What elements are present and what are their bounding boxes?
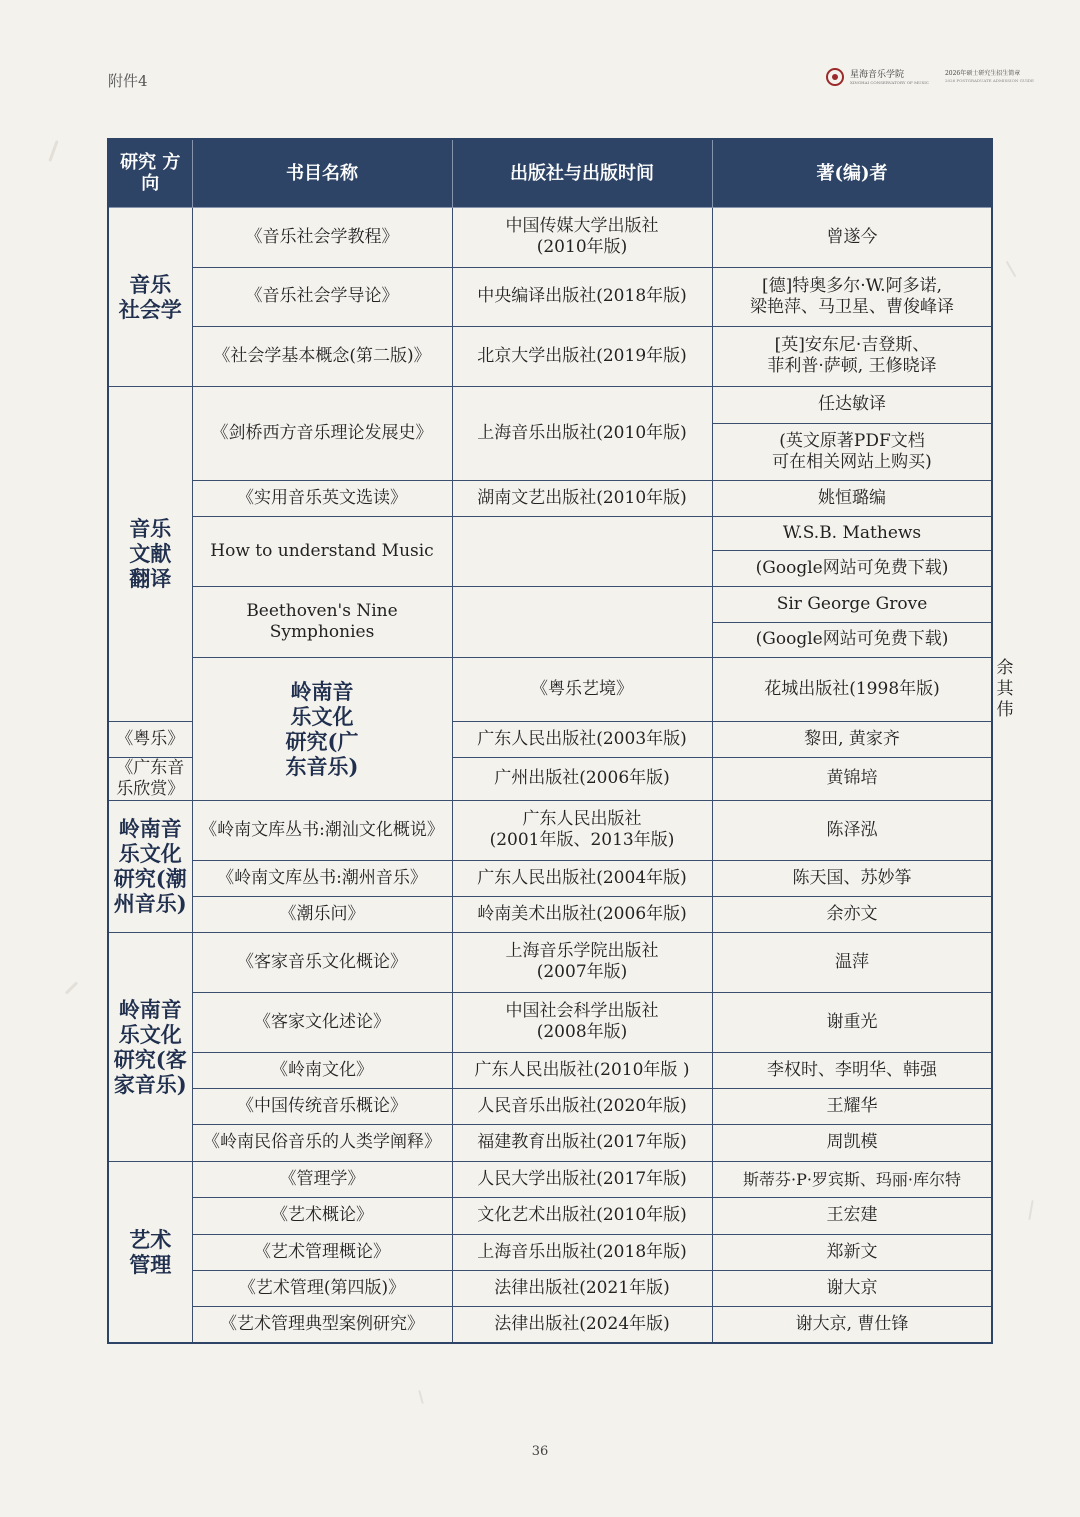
table-row bbox=[108, 1197, 992, 1234]
publisher-cell: 上海音乐学院出版社 (2007年版) bbox=[452, 932, 712, 992]
header-author: 著(编)者 bbox=[712, 139, 992, 207]
publisher-cell: 花城出版社(1998年版) bbox=[712, 657, 992, 721]
table-row bbox=[108, 267, 992, 326]
catalog-title-en: 2026 POSTGRADUATE ADMISSION GUIDE bbox=[944, 78, 1034, 83]
publisher-cell: 上海音乐出版社(2018年版) bbox=[452, 1234, 712, 1270]
book-title: 《管理学》 bbox=[192, 1161, 452, 1197]
author-cell: 郑新文 bbox=[712, 1234, 992, 1270]
category-cell: 岭南音 乐文化 研究(广 东音乐) bbox=[192, 657, 452, 800]
author-note-cell: (Google网站可免费下载) bbox=[712, 550, 992, 586]
book-title: 《音乐社会学导论》 bbox=[192, 267, 452, 326]
author-cell: 周凯模 bbox=[712, 1124, 992, 1161]
table-row bbox=[108, 480, 992, 516]
publisher-cell: 上海音乐出版社(2010年版) bbox=[452, 386, 712, 480]
publisher-cell: 广东人民出版社(2003年版) bbox=[452, 721, 712, 757]
catalog-title: 2026年硕士研究生招生简章 bbox=[944, 70, 1021, 77]
table-row bbox=[108, 1124, 992, 1161]
publisher-cell: 岭南美术出版社(2006年版) bbox=[452, 896, 712, 932]
book-title: 《剑桥西方音乐理论发展史》 bbox=[192, 386, 452, 480]
book-title: Beethoven's Nine Symphonies bbox=[192, 586, 452, 657]
book-title: 《岭南文化》 bbox=[192, 1052, 452, 1088]
author-cell: [英]安东尼·吉登斯、 菲利普·萨顿, 王修晓译 bbox=[712, 326, 992, 386]
publisher-cell: 法律出版社(2024年版) bbox=[452, 1306, 712, 1343]
publisher-cell: 人民音乐出版社(2020年版) bbox=[452, 1088, 712, 1124]
category-cell: 岭南音 乐文化 研究(潮 州音乐) bbox=[108, 800, 192, 932]
author-cell: 谢重光 bbox=[712, 992, 992, 1052]
table-row bbox=[108, 386, 992, 423]
publisher-cell: 文化艺术出版社(2010年版) bbox=[452, 1197, 712, 1234]
table-row bbox=[108, 896, 992, 932]
table-row: 岭南音 乐文化 研究(广 东音乐) 《粤乐艺境》 花城出版社(1998年版) 余其伟 bbox=[108, 657, 992, 721]
author-cell: 曾遂今 bbox=[712, 207, 992, 267]
table-row bbox=[108, 207, 992, 267]
book-title: How to understand Music bbox=[192, 516, 452, 586]
author-cell: 黎田, 黄家齐 bbox=[712, 721, 992, 757]
author-cell: 温萍 bbox=[712, 932, 992, 992]
bibliography-table bbox=[107, 138, 1014, 1344]
book-title: 《岭南文库丛书:潮州音乐》 bbox=[192, 860, 452, 896]
book-title: 《艺术管理概论》 bbox=[192, 1234, 452, 1270]
table-row bbox=[108, 1161, 992, 1197]
book-title: 《客家音乐文化概论》 bbox=[192, 932, 452, 992]
author-cell: [德]特奥多尔·W.阿多诺, 梁艳萍、马卫星、曹俊峰译 bbox=[712, 267, 992, 326]
publisher-cell: 广东人民出版社(2004年版) bbox=[452, 860, 712, 896]
author-cell: 王宏建 bbox=[712, 1197, 992, 1234]
book-title: 《客家文化述论》 bbox=[192, 992, 452, 1052]
author-cell: W.S.B. Mathews bbox=[712, 516, 992, 550]
book-title: 《粤乐》 bbox=[108, 721, 192, 757]
book-title: 《音乐社会学教程》 bbox=[192, 207, 452, 267]
publisher-cell: 中央编译出版社(2018年版) bbox=[452, 267, 712, 326]
paper-fleck bbox=[1028, 1200, 1033, 1220]
publisher-cell: 中国社会科学出版社 (2008年版) bbox=[452, 992, 712, 1052]
header-publisher: 出版社与出版时间 bbox=[452, 139, 712, 207]
table-row bbox=[108, 800, 992, 860]
table-row bbox=[108, 1088, 992, 1124]
table-row bbox=[108, 932, 992, 992]
table-row bbox=[108, 1306, 992, 1343]
publisher-cell bbox=[452, 516, 712, 586]
author-cell: 黄锦培 bbox=[712, 757, 992, 800]
paper-fleck bbox=[1006, 261, 1017, 278]
book-title: 《岭南民俗音乐的人类学阐释》 bbox=[192, 1124, 452, 1161]
author-cell: 姚恒璐编 bbox=[712, 480, 992, 516]
book-title: 《艺术管理(第四版)》 bbox=[192, 1270, 452, 1306]
author-cell: Sir George Grove bbox=[712, 586, 992, 622]
book-title: 《艺术概论》 bbox=[192, 1197, 452, 1234]
publisher-cell: 法律出版社(2021年版) bbox=[452, 1270, 712, 1306]
author-cell: 谢大京 bbox=[712, 1270, 992, 1306]
author-cell: 斯蒂芬·P·罗宾斯、玛丽·库尔特 bbox=[712, 1161, 992, 1197]
table-row bbox=[108, 516, 992, 550]
header-direction: 研究 方向 bbox=[108, 139, 192, 207]
table-row bbox=[108, 1270, 992, 1306]
book-title: 《中国传统音乐概论》 bbox=[192, 1088, 452, 1124]
category-cell: 音乐 文献 翻译 bbox=[108, 386, 192, 721]
table-row bbox=[108, 326, 992, 386]
book-title: 《粤乐艺境》 bbox=[452, 657, 712, 721]
school-seal-icon bbox=[826, 68, 844, 86]
category-cell: 岭南音 乐文化 研究(客 家音乐) bbox=[108, 932, 192, 1161]
category-cell: 音乐 社会学 bbox=[108, 207, 192, 386]
publisher-cell: 广东人民出版社 (2001年版、2013年版) bbox=[452, 800, 712, 860]
book-title: 《艺术管理典型案例研究》 bbox=[192, 1306, 452, 1343]
table-row bbox=[108, 1052, 992, 1088]
book-title: 《实用音乐英文选读》 bbox=[192, 480, 452, 516]
author-cell: 王耀华 bbox=[712, 1088, 992, 1124]
page-number: 36 bbox=[531, 1444, 549, 1459]
publisher-cell: 福建教育出版社(2017年版) bbox=[452, 1124, 712, 1161]
category-cell: 艺术 管理 bbox=[108, 1161, 192, 1343]
school-name: 星海音乐学院 bbox=[850, 69, 905, 80]
book-title: 《广东音乐欣赏》 bbox=[108, 757, 192, 800]
attachment-label: 附件4 bbox=[108, 72, 148, 90]
author-cell: 陈泽泓 bbox=[712, 800, 992, 860]
book-title: 《潮乐问》 bbox=[192, 896, 452, 932]
table-header-row bbox=[108, 139, 992, 207]
author-note-cell: (Google网站可免费下载) bbox=[712, 622, 992, 657]
author-cell: 任达敏译 bbox=[712, 386, 992, 423]
author-cell: 陈天国、苏妙筝 bbox=[712, 860, 992, 896]
table-row bbox=[108, 992, 992, 1052]
author-note-cell: (英文原著PDF文档 可在相关网站上购买) bbox=[712, 423, 992, 480]
publisher-cell: 人民大学出版社(2017年版) bbox=[452, 1161, 712, 1197]
book-title: 《岭南文库丛书:潮汕文化概说》 bbox=[192, 800, 452, 860]
table-row bbox=[108, 1234, 992, 1270]
author-cell: 谢大京, 曹仕锋 bbox=[712, 1306, 992, 1343]
publisher-cell bbox=[452, 586, 712, 657]
publisher-cell: 广州出版社(2006年版) bbox=[452, 757, 712, 800]
table-row bbox=[108, 586, 992, 622]
paper-fleck bbox=[418, 1390, 424, 1404]
book-title: 《社会学基本概念(第二版)》 bbox=[192, 326, 452, 386]
school-name-en: XINGHAI CONSERVATORY OF MUSIC bbox=[850, 79, 929, 85]
publisher-cell: 中国传媒大学出版社 (2010年版) bbox=[452, 207, 712, 267]
paper-fleck bbox=[65, 981, 78, 994]
author-cell: 李权时、李明华、韩强 bbox=[712, 1052, 992, 1088]
paper-fleck bbox=[48, 140, 58, 162]
header-title: 书目名称 bbox=[192, 139, 452, 207]
publisher-cell: 北京大学出版社(2019年版) bbox=[452, 326, 712, 386]
publisher-cell: 广东人民出版社(2010年版 ) bbox=[452, 1052, 712, 1088]
author-cell: 余亦文 bbox=[712, 896, 992, 932]
table-row bbox=[108, 860, 992, 896]
school-logo bbox=[826, 68, 1034, 86]
publisher-cell: 湖南文艺出版社(2010年版) bbox=[452, 480, 712, 516]
